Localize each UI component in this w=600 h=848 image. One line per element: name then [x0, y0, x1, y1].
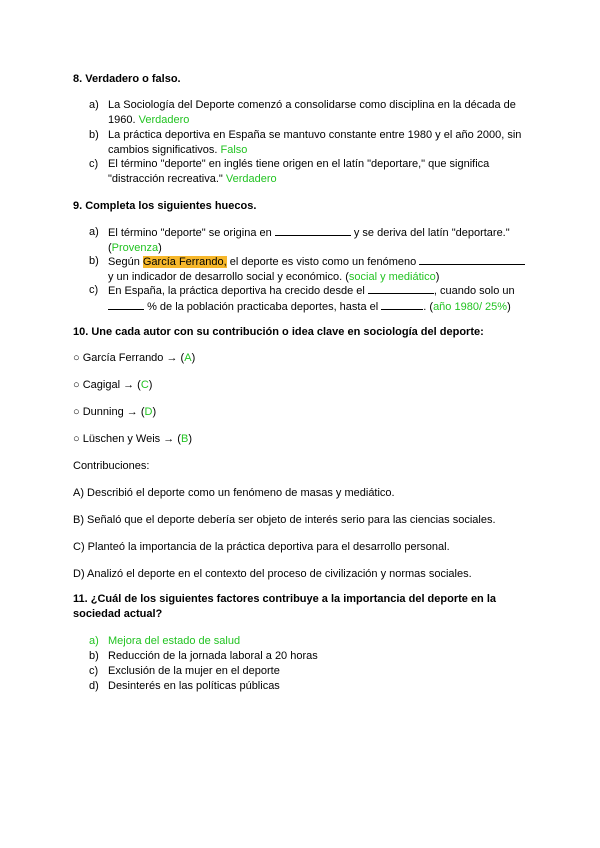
q11-option-a — [89, 634, 241, 649]
option-text: Exclusión de la mujer en el deporte — [108, 665, 280, 677]
author-row — [73, 351, 195, 366]
list-marker: c) — [89, 665, 99, 677]
q9-a-answer: Provenza — [111, 242, 159, 254]
highlighted-author: García Ferrando, — [142, 256, 227, 268]
contribution-item: B) Señaló que el deporte debería ser objeto de interés serio para las ciencias sociales. — [73, 514, 496, 526]
q9-c-line1: En España, la práctica deportiva ha crecido desde el — [108, 285, 365, 297]
paren: ( — [180, 352, 185, 364]
contribution-item: C) Planteó la importancia de la práctica deportiva para el desarrollo personal. — [73, 541, 450, 553]
author-row — [73, 432, 192, 447]
q9-b-pre: Según — [108, 256, 140, 268]
list-marker: a) — [89, 99, 99, 111]
option-text: Reducción de la jornada laboral a 20 horas — [108, 650, 318, 662]
paren: ) — [148, 379, 153, 391]
author-name: Cagigal → — [82, 379, 135, 391]
q8-item-c — [89, 157, 490, 185]
author-answer: B — [180, 433, 189, 445]
q8-a-line2: 1960. — [108, 114, 136, 126]
q11-option-c — [89, 664, 280, 679]
question-11-title-line1: 11. ¿Cuál de los siguientes factores contribuye a la importancia del deporte en la — [73, 593, 497, 605]
fill-blank — [275, 225, 351, 236]
q9-item-b — [89, 254, 440, 283]
q8-c-answer: Verdadero — [225, 173, 277, 185]
paren: ) — [188, 433, 192, 445]
circle-bullet-icon: ○ — [73, 406, 80, 418]
question-8-title: 8. Verdadero o falso. — [73, 73, 181, 85]
author-name: Dunning → — [82, 406, 138, 418]
q9-c-line2b: . ( — [423, 301, 434, 313]
list-marker: a) — [89, 635, 99, 647]
circle-bullet-icon: ○ — [73, 352, 80, 364]
author-answer: A — [184, 352, 192, 364]
q9-item-c — [89, 283, 515, 313]
fill-blank — [419, 254, 525, 265]
q11-option-b — [89, 649, 318, 664]
q8-c-line1: El término "deporte" en inglés tiene origen en el latín "deportare," que significa — [108, 158, 490, 170]
list-marker: a) — [89, 226, 99, 238]
paren: ) — [152, 406, 157, 418]
author-answer: C — [140, 379, 149, 391]
q9-a-post: y se deriva del latín "deportare." — [353, 227, 510, 239]
fill-blank — [108, 299, 144, 310]
q9-b-answer: social y mediático — [348, 271, 436, 283]
q9-a-pre: El término "deporte" se origina en — [108, 227, 272, 239]
question-9-title: 9. Completa los siguientes huecos. — [73, 200, 257, 212]
paren: ( — [108, 242, 112, 254]
paren: ( — [177, 433, 181, 445]
q9-c-line1b: , cuando solo un — [433, 285, 515, 297]
q8-b-line2: cambios significativos. — [108, 144, 218, 156]
option-text: Desinterés en las políticas públicas — [108, 680, 280, 692]
q9-b-line2: y un indicador de desarrollo social y económico. ( — [108, 271, 349, 283]
list-marker: c) — [89, 158, 99, 170]
q8-b-line1: La práctica deportiva en España se mantuvo constante entre 1980 y el año 2000, sin — [108, 129, 522, 141]
fill-blank — [381, 299, 423, 310]
q8-item-a — [89, 98, 516, 126]
contribution-item: A) Describió el deporte como un fenómeno de masas y mediático. — [73, 487, 395, 499]
q9-c-line2a: % de la población practicaba deportes, hasta el — [147, 301, 379, 313]
circle-bullet-icon: ○ — [73, 433, 80, 445]
q9-item-a — [89, 225, 510, 254]
q9-b-mid: el deporte es visto como un fenómeno — [229, 256, 417, 268]
author-row — [73, 405, 156, 420]
paren: ) — [191, 352, 196, 364]
q8-a-answer: Verdadero — [138, 114, 190, 126]
q8-c-line2: "distracción recreativa." — [108, 173, 223, 185]
q9-c-answer: año 1980/ 25% — [433, 301, 508, 313]
list-marker: b) — [89, 129, 99, 141]
q8-a-line1: La Sociología del Deporte comenzó a consolidarse como disciplina en la década de — [108, 99, 516, 111]
paren: ) — [435, 271, 440, 283]
paren: ( — [137, 379, 141, 391]
question-11-title — [73, 592, 496, 622]
list-marker: b) — [89, 650, 99, 662]
contributions-label: Contribuciones: — [73, 460, 150, 472]
paren: ( — [140, 406, 145, 418]
author-name: Lüschen y Weis → — [82, 433, 175, 445]
circle-bullet-icon: ○ — [73, 379, 80, 391]
contribution-item: D) Analizó el deporte en el contexto del proceso de civilización y normas sociales. — [73, 568, 472, 580]
list-marker: d) — [89, 680, 99, 692]
author-answer: D — [144, 406, 153, 418]
q8-item-b — [89, 128, 522, 156]
paren: ) — [158, 242, 162, 254]
author-name: García Ferrando → — [82, 352, 178, 364]
q11-option-d — [89, 679, 280, 694]
author-row — [73, 378, 152, 393]
list-marker: b) — [89, 255, 99, 267]
fill-blank — [368, 283, 434, 294]
paren: ) — [507, 301, 511, 313]
question-10-title: 10. Une cada autor con su contribución o idea clave en sociología del deporte: — [73, 326, 484, 338]
question-11-title-line2: sociedad actual? — [73, 608, 163, 620]
q8-b-answer: Falso — [220, 144, 248, 156]
option-text: Mejora del estado de salud — [108, 635, 241, 647]
list-marker: c) — [89, 284, 99, 296]
